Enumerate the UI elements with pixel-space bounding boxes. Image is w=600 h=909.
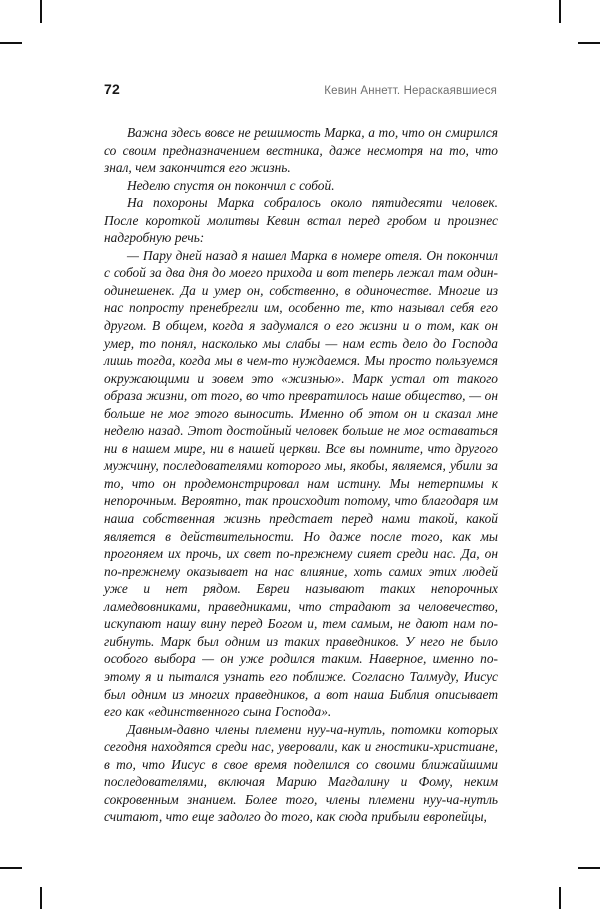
paragraph: На похороны Марка собралось около пятидесяти человек. После короткой молитвы Кевин встал перед гробом и произнес надгробную речь:: [104, 195, 498, 246]
crop-mark-bottom-right-vertical: [559, 887, 561, 909]
crop-mark-top-right-vertical: [559, 0, 561, 23]
crop-mark-bottom-right-horizontal: [578, 867, 600, 869]
paragraph: Важна здесь вовсе не решимость Марка, а то, что он смирился со своим предназначением вестника, даже несмотря на то, что знал, чем закончится его жизнь.: [104, 125, 498, 176]
page-number: 72: [104, 81, 120, 97]
running-title: Кевин Аннетт. Нераскаявшиеся: [324, 85, 497, 97]
crop-mark-top-left-vertical: [40, 0, 42, 23]
crop-mark-top-left-horizontal: [0, 42, 22, 44]
running-head: [104, 81, 497, 97]
paragraph-speech: — Пару дней назад я нашел Марка в номере отеля. Он покончил с собой за два дня до моего прихода и вот теперь лежал там один-одинешенек. Да и умер он, собственно, в одиночестве. Многие из нас попросту пренебрегли им, особенно те, кто называл себя его другом. В общем, когда я задумался о его жизни и о том, как он умер, то понял, насколько мы слабы — нам есть дело до Господа лишь тогда, когда мы в чем-то нуждаемся. Мы просто пользуемся окружающими и зовем это «жизнью». Марк устал от такого образа жизни, от того, во что превратилось наше общество, — он больше не мог этого выносить. Именно об этом он и сказал мне неделю назад. Этот достойный человек больше не мог оставаться ни в нашем мире, ни в нашей церкви. Все вы помните, что другого мужчину, последователями которого мы, якобы, являемся, убили за то, что он продемонстрировал нам истину. Мы нетерпимы к непорочным. Вероятно, так происходит потому, что благодаря им наша собственная жизнь предстает перед нами такой, какой является в действительности. Но даже после того, как мы прогоняем их прочь, их свет по-прежнему сияет среди нас. Да, он по-прежнему оказывает на нас влияние, хоть самих этих людей уже и нет рядом. Евреи называют таких непорочных ламедвовниками, праведниками, что страдают за человечество, искупают нашу вину перед Богом и, тем самым, не дают нам погибнуть. Марк был одним из таких праведников. У него не было особого выбора — он уже родился таким. Наверное, именно поэтому я и пытался узнать его поближе. Согласно Талмуду, Иисус был одним из многих праведников, а вот наша Библия описывает его как «единственного сына Господа».: [104, 247, 498, 720]
paragraph: Неделю спустя он покончил с собой.: [127, 177, 335, 193]
crop-mark-bottom-left-horizontal: [0, 867, 22, 869]
crop-mark-top-right-horizontal: [578, 42, 600, 44]
crop-mark-bottom-left-vertical: [40, 887, 42, 909]
body-text-block: [104, 124, 498, 826]
paragraph: Давным-давно члены племени нуу-ча-нутль, потомки которых сегодня находятся среди нас, уверовали, как и гностики-христиане, в то, что Иисус в свое время поделился со своими ближайшими последователями, включая Марию Магдалину и Фому, неким сокровенным знанием. Более того, члены племени нуу-ча-нутль считают, что еще задолго до того, как сюда прибыли европейцы,: [104, 721, 498, 825]
